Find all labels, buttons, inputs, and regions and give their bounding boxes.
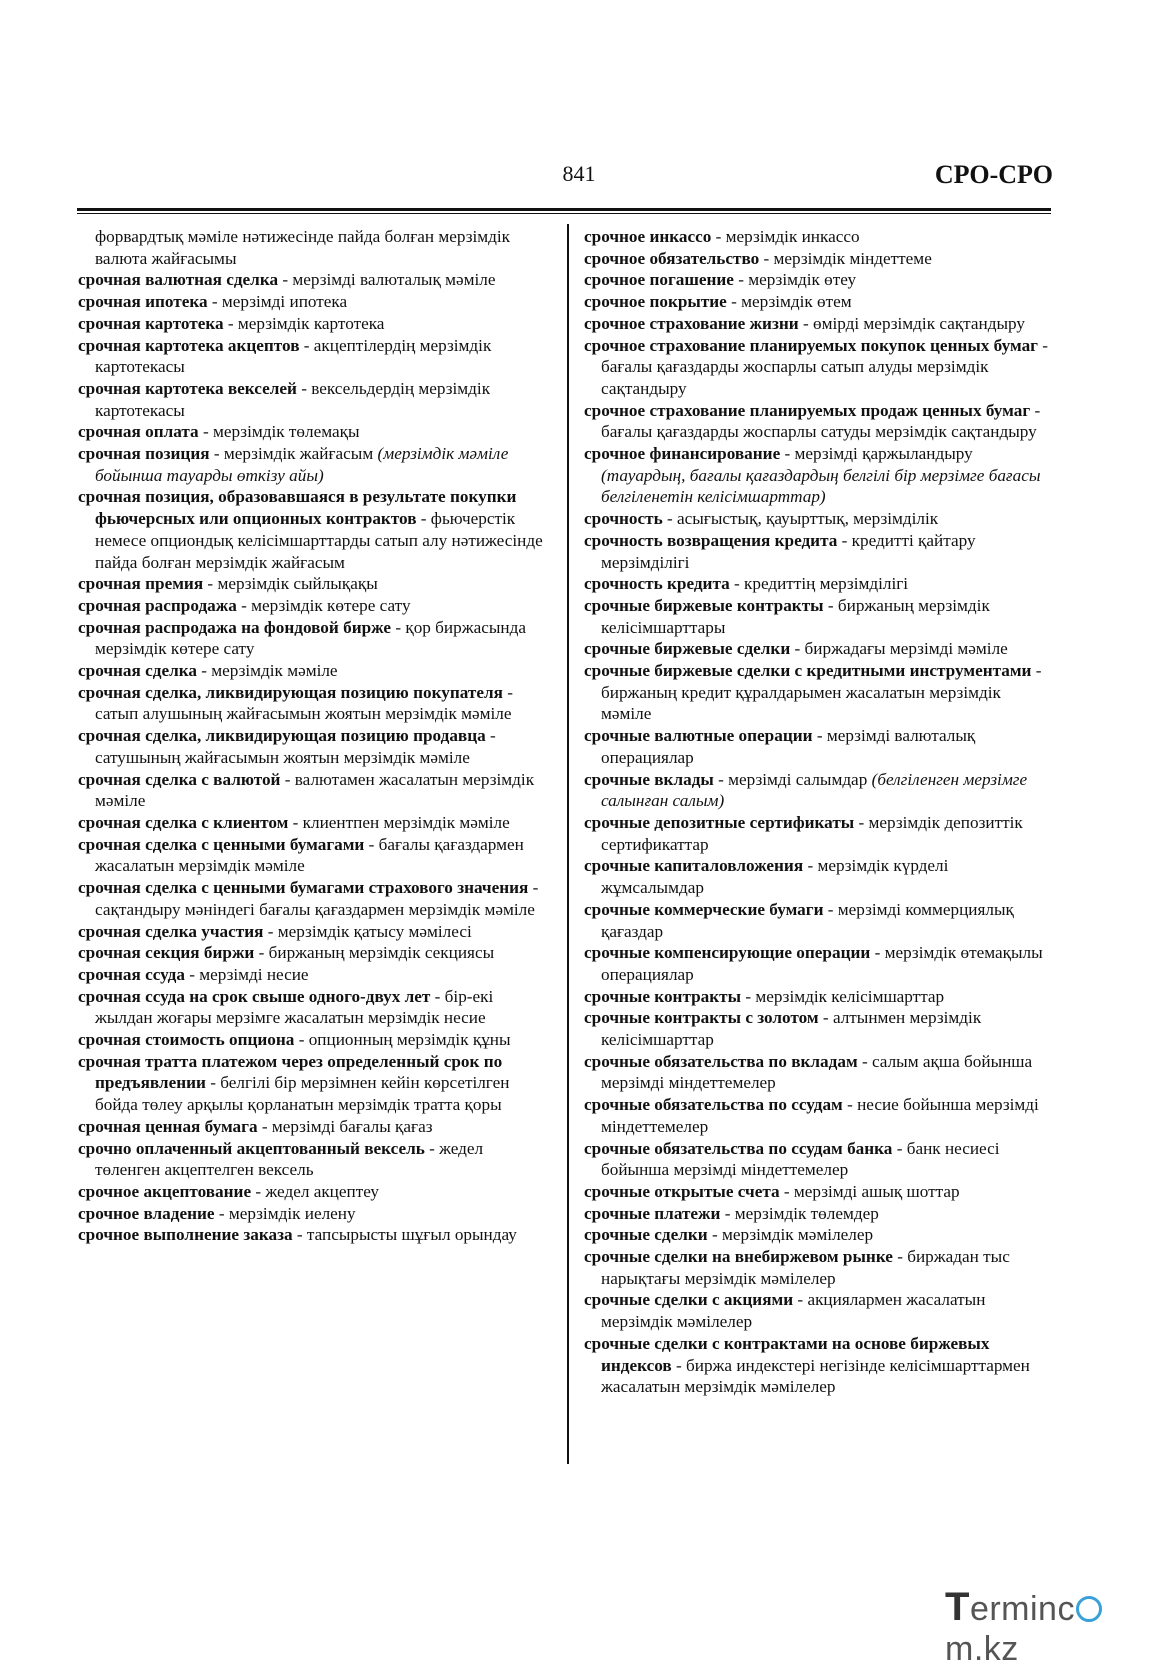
termincom-watermark: Termincm.kz: [945, 1585, 1158, 1669]
dictionary-entry: [78, 1203, 543, 1225]
entry-term: срочная сделка, ликвидирующая позицию покупателя: [78, 682, 503, 702]
left-column: [78, 226, 543, 1246]
dictionary-entry: [584, 248, 1052, 270]
entry-definition: - мерзімдік төлемақы: [198, 422, 360, 442]
entry-definition: - мерзімді коммерциялық қағаздар: [601, 899, 1014, 941]
entry-term: срочные биржевые сделки с кредитными инструментами: [584, 661, 1032, 681]
dictionary-entry: [78, 986, 543, 1029]
entry-definition: - мерзімді валюталық операциялар: [601, 726, 976, 767]
entry-term: срочные валютные операции: [584, 726, 813, 746]
dictionary-entry: [584, 1289, 1052, 1332]
entry-term: срочное погашение: [584, 270, 734, 290]
entry-definition: - опционның мерзімдік құны: [294, 1030, 511, 1050]
dictionary-entry: [584, 226, 1052, 248]
dictionary-entry: [584, 508, 1052, 530]
dictionary-entry: [584, 1224, 1052, 1246]
entry-term: срочность кредита: [584, 574, 730, 594]
entry-term: срочная распродажа на фондовой бирже: [78, 617, 392, 637]
entry-term: срочная ценная бумага: [78, 1116, 258, 1136]
dictionary-entry: [78, 921, 543, 943]
entry-term: срочные капиталовложения: [584, 856, 804, 876]
entry-term: срочные коммерческие бумаги: [584, 899, 824, 919]
entry-definition: - валютамен жасалатын мерзімдік мәміле: [95, 769, 535, 811]
entry-term: срочная ипотека: [78, 292, 208, 312]
entry-note: (мерзімдік мәміле бойынша тауарды өткізу айы): [95, 444, 509, 485]
entry-term: срочность возвращения кредита: [584, 530, 838, 550]
entry-definition: - сатып алушының жайғасымын жоятын мерзімдік мәміле: [95, 682, 513, 724]
dictionary-entry: [78, 573, 543, 595]
dictionary-entry: [78, 769, 543, 812]
entry-term: срочная распродажа: [78, 595, 237, 615]
dictionary-entry: [78, 812, 543, 834]
entry-definition: - акциялармен жасалатын мерзімдік мәмілелер: [601, 1290, 986, 1332]
entry-term: срочное страхование планируемых продаж ценных бумаг: [584, 400, 1031, 420]
entry-definition: - мерзімдік өтемақылы операциялар: [601, 943, 1043, 984]
dictionary-entry: [78, 942, 543, 964]
dictionary-entry: [584, 899, 1052, 942]
entry-definition: - клиентпен мерзімдік мәміле: [288, 812, 510, 832]
entry-definition: - мерзімді ипотека: [207, 292, 348, 312]
entry-term: срочная ссуда на срок свыше одного-двух лет: [78, 986, 431, 1006]
dictionary-entry: [78, 313, 543, 335]
header-rule-thin: [77, 213, 1051, 214]
dictionary-entry: [584, 725, 1052, 768]
dictionary-entry: [584, 769, 1052, 812]
header-range: СРО-СРО: [934, 160, 1053, 189]
entry-note: (тауардың, бағалы қағаздардың белгілі бір мерзімге бағасы белгіленетін келісімшарттар): [601, 465, 1041, 507]
dictionary-entry: [584, 443, 1052, 508]
dictionary-entry: [584, 638, 1052, 660]
entry-term: срочность: [584, 509, 663, 529]
entry-term: срочно оплаченный акцептованный вексель: [78, 1138, 425, 1158]
entry-definition: форвардтық мәміле нәтижесінде пайда болған мерзімдік валюта жайғасымы: [95, 227, 511, 268]
entry-term: срочная сделка: [78, 661, 197, 681]
dictionary-entry: [78, 595, 543, 617]
right-column: [584, 226, 1052, 1398]
entry-term: срочная позиция: [78, 444, 210, 464]
entry-term: срочная секция биржи: [78, 943, 255, 963]
dictionary-entry: [584, 269, 1052, 291]
entry-definition: - алтынмен мерзімдік келісімшарттар: [601, 1008, 982, 1050]
entry-definition: - мерзімдік иелену: [214, 1203, 356, 1223]
entry-term: срочные сделки на внебиржевом рынке: [584, 1247, 893, 1267]
entry-term: срочная стоимость опциона: [78, 1030, 295, 1050]
dictionary-entry: [78, 378, 543, 421]
dictionary-entry: [584, 1094, 1052, 1137]
entry-definition: - салым ақша бойынша мерзімді міндеттемелер: [601, 1051, 1033, 1093]
entry-definition: - мерзімді несие: [184, 964, 309, 984]
entry-term: срочная сделка участия: [78, 921, 264, 941]
dictionary-entry: [584, 986, 1052, 1008]
dictionary-entry: [584, 1333, 1052, 1398]
entry-definition: - биржаның мерзімдік секциясы: [254, 943, 495, 963]
entry-term: срочное покрытие: [584, 292, 727, 312]
dictionary-entry: [584, 1138, 1052, 1181]
dictionary-entry: [78, 682, 543, 725]
entry-term: срочное обязательство: [584, 248, 760, 268]
dictionary-entry: [584, 573, 1052, 595]
dictionary-entry: [78, 226, 543, 269]
entry-term: срочные сделки с контрактами на основе биржевых индексов: [584, 1333, 990, 1375]
entry-term: срочные депозитные сертификаты: [584, 812, 855, 832]
entry-term: срочные сделки с акциями: [584, 1290, 794, 1310]
entry-term: срочная сделка с клиентом: [78, 812, 289, 832]
entry-term: срочные компенсирующие операции: [584, 943, 871, 963]
entry-definition: - мерзімді қаржыландыру: [780, 444, 973, 464]
entry-term: срочная сделка с ценными бумагами страхового значения: [78, 878, 529, 898]
dictionary-entry: [584, 595, 1052, 638]
entry-term: срочные контракты с золотом: [584, 1008, 819, 1028]
entry-term: срочная картотека акцептов: [78, 335, 300, 355]
entry-definition: - жедел акцептеу: [251, 1181, 380, 1201]
entry-definition: - мерзімдік картотека: [223, 313, 385, 333]
entry-definition: - фьючерстік немесе опциондық келісімшарттарды сатып алу нәтижесінде пайда болған мерзімдік жайғасым: [95, 509, 543, 572]
entry-term: срочные обязательства по ссудам банка: [584, 1138, 893, 1158]
entry-term: срочное выполнение заказа: [78, 1225, 293, 1245]
entry-definition: - биржаның кредит құралдарымен жасалатын мерзімдік мәміле: [601, 661, 1042, 724]
dictionary-entry: [584, 660, 1052, 725]
entry-term: срочные контракты: [584, 986, 742, 1006]
entry-definition: - мерзімдік келісімшарттар: [741, 986, 945, 1006]
watermark-ring-icon: [1076, 1596, 1102, 1622]
entry-term: срочные платежи: [584, 1203, 721, 1223]
entry-definition: - мерзімдік төлемдер: [720, 1203, 879, 1223]
entry-term: срочная сделка с валютой: [78, 769, 281, 789]
entry-term: срочная картотека векселей: [78, 378, 297, 398]
dictionary-entry: [78, 1051, 543, 1116]
entry-term: срочные сделки: [584, 1225, 708, 1245]
entry-definition: - мерзімдік мәміле: [196, 661, 338, 681]
dictionary-entry: [78, 291, 543, 313]
dictionary-entry: [584, 530, 1052, 573]
entry-definition: - мерзімдік жайғасым: [209, 444, 378, 464]
entry-definition: - сатушының жайғасымын жоятын мерзімдік мәміле: [95, 726, 496, 767]
entry-term: срочная сделка с ценными бумагами: [78, 834, 365, 854]
entry-definition: - мерзімді ашық шоттар: [779, 1181, 960, 1201]
dictionary-entry: [584, 1203, 1052, 1225]
entry-definition: - мерзімдік қатысу мәмілесі: [263, 921, 472, 941]
entry-definition: - акцептілердің мерзімдік картотекасы: [95, 335, 492, 377]
entry-definition: - қор биржасында мерзімдік көтере сату: [95, 617, 526, 659]
entry-definition: - мерзімдік күрделі жұмсалымдар: [601, 856, 949, 898]
entry-definition: - биржаның мерзімдік келісімшарттары: [601, 595, 990, 637]
entry-term: срочные открытые счета: [584, 1181, 780, 1201]
dictionary-entry: [78, 486, 543, 573]
entry-definition: - мерзімдік сыйлықақы: [203, 574, 378, 594]
entry-definition: - биржа индекстері негізінде келісімшарттармен жасалатын мерзімдік мәмілелер: [601, 1355, 1030, 1397]
entry-definition: - мерзімдік өтем: [726, 292, 852, 312]
entry-definition: - тапсырысты шұғыл орындау: [292, 1225, 517, 1245]
dictionary-entry: [78, 725, 543, 768]
dictionary-entry: [584, 1007, 1052, 1050]
entry-definition: - асығыстық, қауырттық, мерзімділік: [662, 509, 939, 529]
dictionary-entry: [78, 443, 543, 486]
entry-definition: - мерзімді бағалы қағаз: [257, 1116, 433, 1136]
entry-term: срочная тратта платежом через определенный срок по предъявлении: [78, 1051, 503, 1093]
entry-definition: - мерзімдік депозиттік сертификаттар: [601, 812, 1023, 854]
entry-term: срочное страхование планируемых покупок ценных бумаг: [584, 335, 1038, 355]
entry-definition: - бағалы қағаздарды жоспарлы сатуды мерзімдік сақтандыру: [601, 400, 1041, 442]
dictionary-entry: [78, 1116, 543, 1138]
entry-definition: - бір-екі жылдан жоғары мерзімге жасалатын мерзімдік несие: [95, 986, 494, 1028]
dictionary-entry: [584, 313, 1052, 335]
dictionary-entry: [584, 942, 1052, 985]
entry-term: срочное акцептование: [78, 1181, 252, 1201]
entry-definition: - мерзімді салымдар: [713, 769, 872, 789]
entry-term: срочные обязательства по вкладам: [584, 1051, 858, 1071]
entry-term: срочная позиция, образовавшаяся в результате покупки фьючерсных или опционных контрактов: [78, 487, 517, 529]
column-divider: [567, 224, 569, 1464]
entry-note: (белгіленген мерзімге салынған салым): [601, 769, 1028, 811]
entry-definition: - вексельдердің мерзімдік картотекасы: [95, 378, 491, 420]
entry-term: срочное финансирование: [584, 444, 781, 464]
entry-term: срочные биржевые контракты: [584, 595, 824, 615]
dictionary-entry: [78, 335, 543, 378]
entry-definition: - бағалы қағаздарды жоспарлы сатып алуды мерзімдік сақтандыру: [601, 335, 1049, 398]
entry-term: срочное инкассо: [584, 227, 712, 246]
entry-term: срочные биржевые сделки: [584, 639, 791, 659]
dictionary-entry: [78, 660, 543, 682]
entry-definition: - мерзімдік міндеттеме: [759, 248, 932, 268]
page-number: 841: [562, 161, 596, 186]
dictionary-entry: [584, 855, 1052, 898]
dictionary-entry: [584, 400, 1052, 443]
entry-definition: - мерзімді валюталық мәміле: [278, 270, 496, 290]
entry-term: срочная валютная сделка: [78, 270, 279, 290]
dictionary-entry: [78, 421, 543, 443]
entry-definition: - белгілі бір мерзімнен кейін көрсетілген бойда төлеу арқылы қорланатын мерзімдік тратта қоры: [95, 1073, 510, 1115]
dictionary-entry: [78, 964, 543, 986]
dictionary-entry: [78, 877, 543, 920]
dictionary-entry: [584, 1181, 1052, 1203]
entry-term: срочная оплата: [78, 422, 199, 442]
dictionary-entry: [78, 617, 543, 660]
dictionary-entry: [584, 291, 1052, 313]
dictionary-entry: [584, 1246, 1052, 1289]
dictionary-entry: [78, 834, 543, 877]
dictionary-entry: [78, 1138, 543, 1181]
dictionary-entry: [584, 1051, 1052, 1094]
entry-definition: - биржадан тыс нарықтағы мерзімдік мәмілелер: [601, 1247, 1010, 1288]
dictionary-entry: [78, 1029, 543, 1051]
header-rule: [77, 208, 1051, 211]
entry-term: срочные обязательства по ссудам: [584, 1095, 843, 1115]
dictionary-entry: [78, 1181, 543, 1203]
entry-definition: - кредиттің мерзімділігі: [729, 574, 909, 594]
entry-definition: - сақтандыру мәніндегі бағалы қағаздармен мерзімдік мәміле: [95, 878, 539, 919]
entry-definition: - өмірді мерзімдік сақтандыру: [798, 313, 1025, 333]
entry-term: срочная ссуда: [78, 964, 185, 984]
entry-term: срочное страхование жизни: [584, 313, 799, 333]
entry-definition: - кредитті қайтару мерзімділігі: [601, 530, 976, 572]
entry-definition: - мерзімдік көтере сату: [236, 595, 411, 615]
entry-term: срочная премия: [78, 574, 204, 594]
entry-term: срочное владение: [78, 1203, 215, 1223]
dictionary-entry: [584, 812, 1052, 855]
entry-definition: - мерзімдік инкассо: [711, 227, 860, 246]
entry-definition: - несие бойынша мерзімді міндеттемелер: [601, 1095, 1039, 1136]
entry-term: срочная сделка, ликвидирующая позицию продавца: [78, 726, 486, 746]
entry-definition: - банк несиесі бойынша мерзімді міндеттемелер: [601, 1138, 1000, 1180]
entry-term: срочная картотека: [78, 313, 224, 333]
dictionary-entry: [78, 269, 543, 291]
entry-definition: - мерзімдік мәмілелер: [707, 1225, 874, 1245]
dictionary-entry: [78, 1224, 543, 1246]
entry-definition: - мерзімдік өтеу: [733, 270, 857, 290]
dictionary-entry: [584, 335, 1052, 400]
entry-definition: - жедел төленген акцептелген вексель: [95, 1138, 484, 1180]
entry-term: срочные вклады: [584, 769, 714, 789]
entry-definition: - биржадағы мерзімді мәміле: [790, 639, 1008, 659]
entry-definition: - бағалы қағаздармен жасалатын мерзімдік мәміле: [95, 834, 524, 876]
